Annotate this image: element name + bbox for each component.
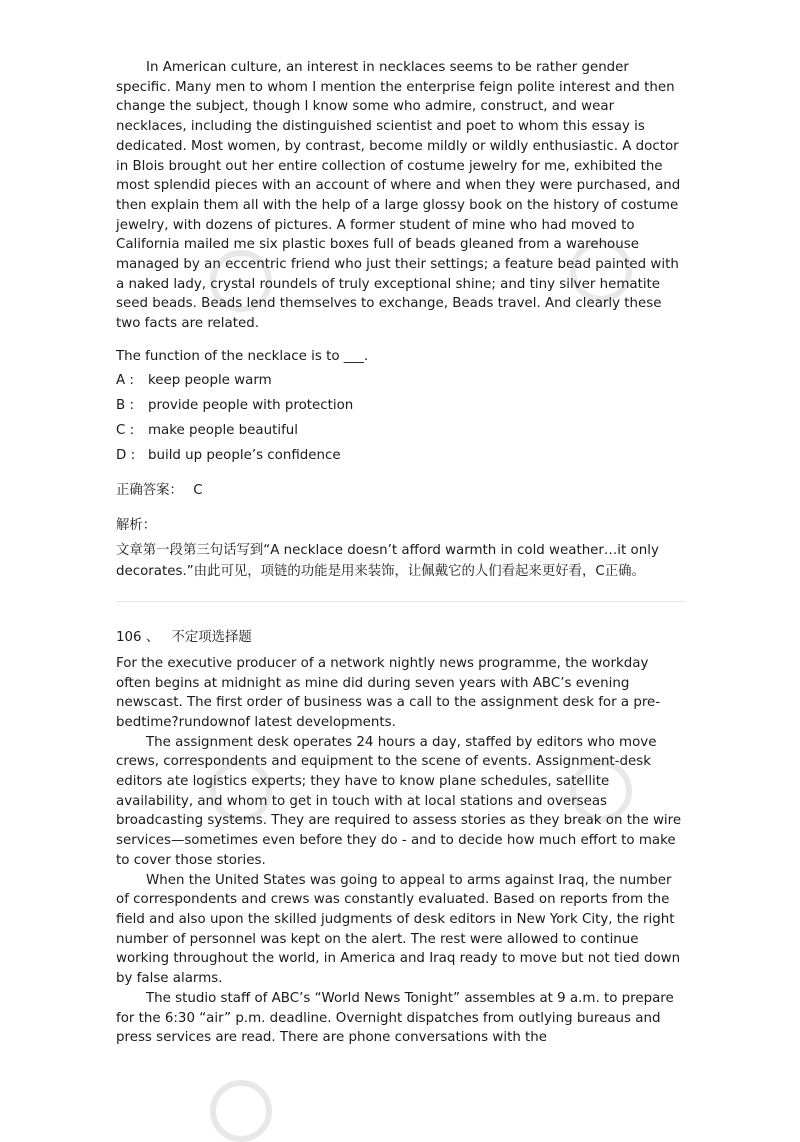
option-d [116,446,686,466]
option-a [116,371,686,391]
watermark-logo [210,1080,272,1142]
question-number: 106 、 [116,629,160,645]
passage-paragraph: The studio staff of ABC’s “World News Tonight” assembles at 9 a.m. to prepare for the 6:30 “air” p.m. deadline. Overnight dispatches from outlying bureaus and press services are read. There are phone conversations with the [116,990,674,1046]
option-letter: A : [116,372,134,388]
question-type: 不定项选择题 [171,629,252,645]
option-text: provide people with protection [148,397,354,413]
option-letter: B : [116,397,134,413]
options-list [116,371,686,466]
question-text: The function of the necklace is to ___. [116,348,369,364]
option-text: keep people warm [148,372,272,388]
section-divider [116,601,686,602]
analysis-label: 解析： [116,517,157,533]
correct-answer [116,481,686,501]
question-header [116,628,686,648]
passage-paragraph: In American culture, an interest in necklaces seems to be rather gender specific. Many men to whom I mention the enterprise feign polite interest and then change the subject, though I know some who admire, construct, and wear necklaces, including the distinguished scientist and poet to whom this essay is dedicated. Most women, by contrast, become mildly or wildly enthusiastic. A doctor in Blois brought out her entire collection of costume jewelry for me, exhibited the most splendid pieces with an account of where and when they were purchased, and then explain them all with the help of a large glossy book on the history of costume jewelry, with dozens of pictures. A former student of mine who had moved to California mailed me six plastic boxes full of beads gleaned from a warehouse managed by an eccentric friend who just their settings; a feature bead painted with a naked lady, crystal roundels of truly exceptional shine; and tiny silver hematite seed beads. Beads lend themselves to exchange, Beads travel. And clearly these two facts are related. [116,60,681,332]
option-letter: C : [116,422,135,438]
analysis-text: 文章第一段第三句话写到“A necklace doesn’t afford warmth in cold weather…it only decorates.”由此可见，项链的功能是用来装饰，让佩戴它的人们看起来更好看，C正确。 [116,542,659,579]
passage-paragraph: For the executive producer of a network nightly news programme, the workday often begins at midnight as mine did during seven years with ABC’s evening newscast. The first order of business was a call to the assignment desk for a pre-bedtime?rundownof latest developments. [116,655,661,730]
document-page [116,58,686,1048]
passage-paragraph: The assignment desk operates 24 hours a day, staffed by editors who move crews, correspondents and equipment to the scene of events. Assignment-desk editors ate logistics experts; they have to know plane schedules, satellite availability, and whom to get in touch with at local stations and overseas broadcasting systems. They are required to assess stories as they break on the wire services—sometimes even before they do - and to decide how much effort to make to cover those stories. [116,734,682,868]
answer-value: C [193,482,203,498]
passage-paragraph: When the United States was going to appeal to arms against Iraq, the number of correspondents and crews was constantly evaluated. Based on reports from the field and also upon the skilled judgments of desk editors in New York City, the right number of personnel was kept on the alert. The rest were allowed to continue working throughout the world, in America and Iraq ready to move but not tied down by false alarms. [116,872,681,987]
option-text: make people beautiful [148,422,298,438]
option-b [116,396,686,416]
option-text: build up people’s confidence [148,447,341,463]
option-c [116,421,686,441]
option-letter: D : [116,447,136,463]
answer-label: 正确答案： [116,482,183,498]
